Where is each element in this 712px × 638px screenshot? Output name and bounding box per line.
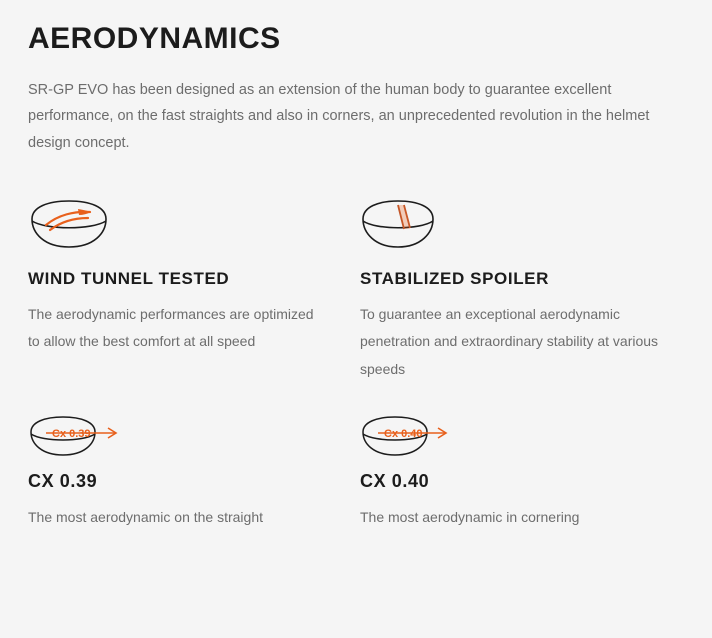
feature-stabilized-spoiler bbox=[360, 197, 692, 383]
section-intro-text: SR-GP EVO has been designed as an extension of the human body to guarantee excellent performance, on the fast straights and also in corners, an unprecedented revolution in the helmet design concept. bbox=[28, 81, 650, 152]
feature-wind-tunnel-tested bbox=[28, 197, 360, 383]
helmet-spoiler-icon bbox=[360, 197, 668, 255]
feature-description: The aerodynamic performances are optimized to allow the best comfort at all speed bbox=[28, 305, 314, 350]
feature-description: The most aerodynamic in cornering bbox=[360, 508, 580, 525]
cx-icon-label: Cx 0.39 bbox=[52, 427, 91, 440]
feature-title: STABILIZED SPOILER bbox=[360, 268, 549, 288]
feature-title: CX 0.39 bbox=[28, 470, 98, 491]
feature-description: To guarantee an exceptional aerodynamic penetration and extraordinary stability at various speeds bbox=[360, 305, 659, 377]
feature-description: The most aerodynamic on the straight bbox=[28, 508, 264, 525]
helmet-airflow-icon bbox=[28, 197, 336, 255]
helmet-cx-corner-icon bbox=[360, 409, 668, 459]
page-title: AERODYNAMICS bbox=[28, 22, 281, 55]
feature-cx-040 bbox=[360, 383, 692, 531]
feature-title: WIND TUNNEL TESTED bbox=[28, 268, 230, 288]
feature-title: CX 0.40 bbox=[360, 470, 430, 491]
cx-icon-label: Cx 0.40 bbox=[384, 427, 423, 440]
feature-grid bbox=[28, 197, 684, 531]
helmet-cx-straight-icon bbox=[28, 409, 336, 459]
feature-cx-039 bbox=[28, 383, 360, 531]
